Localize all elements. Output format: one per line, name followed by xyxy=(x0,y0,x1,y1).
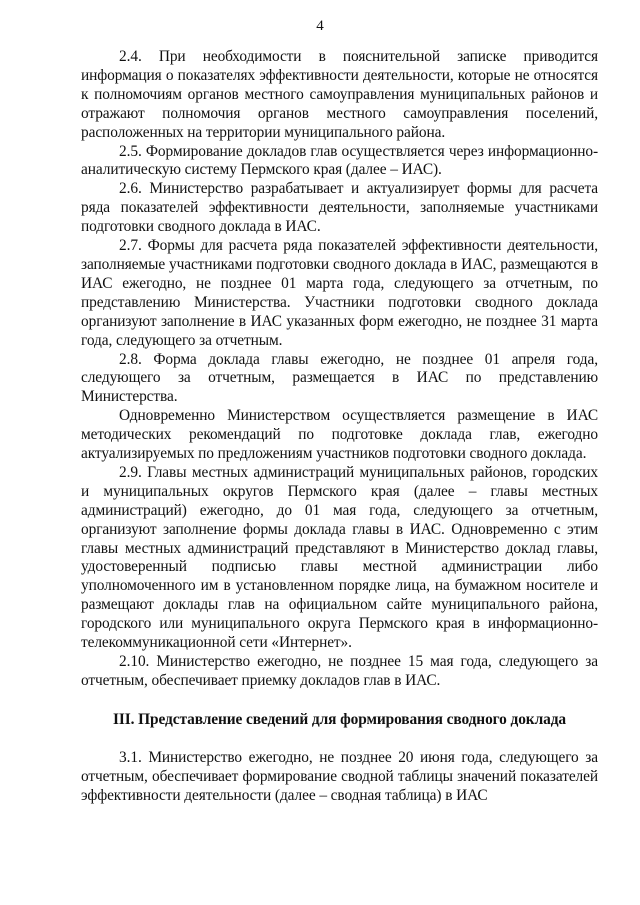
paragraph-2-9: 2.9. Главы местных администраций муниципальных районов, городских и муниципальных округов Пермского края (далее – главы местных администраций) ежегодно, до 01 мая года, следующего за отчетным, организуют заполнение формы доклада главы в ИАС. Одновременно с этим главы местных администраций представляют в Министерство доклад главы, удостоверенный подписью главы местной администрации либо уполномоченного им в установленном порядке лица, на бумажном носителе и размещают доклады глав на официальном сайте муниципального района, городского или муниципального округа Пермского края в информационно-телекоммуникационной сети «Интернет». xyxy=(81,463,598,652)
paragraph-2-10: 2.10. Министерство ежегодно, не позднее 15 мая года, следующего за отчетным, обеспечивает приемку докладов глав в ИАС. xyxy=(81,653,598,689)
document-body xyxy=(81,48,598,806)
paragraph-2-8: 2.8. Форма доклада главы ежегодно, не позднее 01 апреля года, следующего за отчетным, размещается в ИАС по представлению Министерства. xyxy=(81,350,598,406)
paragraph-2-4: 2.4. При необходимости в пояснительной записке приводится информация о показателях эффективности деятельности, которые не относятся к полномочиям органов местного самоуправления муниципальных районов и отражают полномочия органов местного самоуправления поселений, расположенных на территории муниципального района. xyxy=(81,48,598,141)
paragraph-2-5: 2.5. Формирование докладов глав осуществляется через информационно-аналитическую систему Пермского края (далее – ИАС). xyxy=(81,142,598,179)
page-number: 4 xyxy=(316,18,324,34)
paragraph-2-8-continued: Одновременно Министерством осуществляется размещение в ИАС методических рекомендаций по подготовке доклада глав, ежегодно актуализируемых по предложениям участников подготовки сводного доклада. xyxy=(81,407,598,463)
section-heading: III. Представление сведений для формирования сводного доклада xyxy=(113,710,566,728)
paragraph-3-1: 3.1. Министерство ежегодно, не позднее 20 июня года, следующего за отчетным, обеспечивает формирование сводной таблицы значений показателей эффективности деятельности (далее – сводная таблица) в ИАС xyxy=(81,748,598,804)
paragraph-2-6: 2.6. Министерство разрабатывает и актуализирует формы для расчета ряда показателей эффективности деятельности, заполняемые участниками подготовки сводного доклада в ИАС. xyxy=(81,180,598,236)
paragraph-2-7: 2.7. Формы для расчета ряда показателей эффективности деятельности, заполняемые участниками подготовки сводного доклада в ИАС, размещаются в ИАС ежегодно, не позднее 01 марта года, следующего за отчетным, по представлению Министерства. Участники подготовки сводного доклада организуют заполнение в ИАС указанных форм ежегодно, не позднее 31 марта года, следующего за отчетным. xyxy=(81,237,598,349)
